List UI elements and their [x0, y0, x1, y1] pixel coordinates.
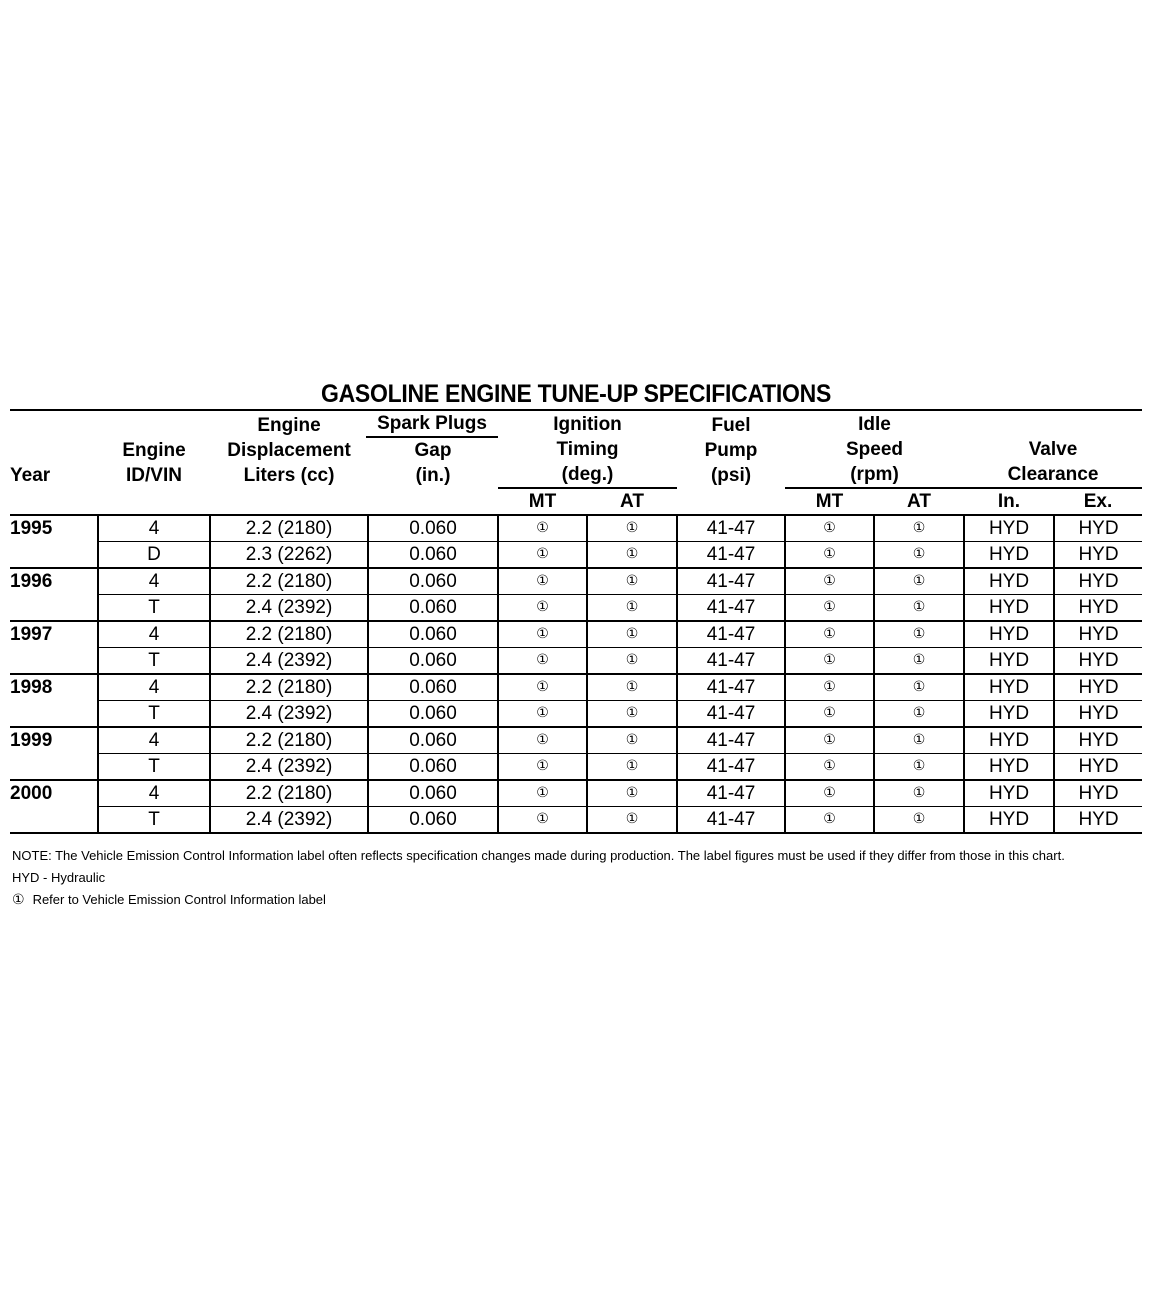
valve-in-cell: HYD — [964, 621, 1054, 648]
footnote — [12, 889, 1142, 911]
valve-ex-cell: HYD — [1054, 807, 1142, 834]
table-row — [10, 727, 1142, 754]
valve-in-cell: HYD — [964, 648, 1054, 675]
displacement-cell: 2.3 (2262) — [210, 542, 368, 569]
idle-at-cell: ① — [874, 621, 964, 648]
ignition-at-cell: ① — [587, 727, 677, 754]
ignition-mt-cell: ① — [498, 648, 587, 675]
ignition-mt-cell: ① — [498, 674, 587, 701]
header-valve-in: In. — [964, 488, 1054, 515]
table-row — [10, 807, 1142, 834]
ignition-at-cell: ① — [587, 595, 677, 622]
valve-ex-cell: HYD — [1054, 595, 1142, 622]
fuel-pump-cell: 41-47 — [677, 754, 785, 781]
ignition-mt-cell: ① — [498, 780, 587, 807]
engine-id-cell: T — [98, 807, 210, 834]
idle-at-cell: ① — [874, 648, 964, 675]
displacement-cell: 2.2 (2180) — [210, 780, 368, 807]
idle-at-cell: ① — [874, 674, 964, 701]
ignition-at-cell: ① — [587, 780, 677, 807]
valve-ex-cell: HYD — [1054, 674, 1142, 701]
idle-at-cell: ① — [874, 754, 964, 781]
ignition-at-cell: ① — [587, 515, 677, 542]
header-ignition-mt: MT — [498, 488, 587, 515]
spark-gap-cell: 0.060 — [368, 780, 498, 807]
idle-at-cell: ① — [874, 807, 964, 834]
spark-gap-cell: 0.060 — [368, 674, 498, 701]
spark-gap-cell: 0.060 — [368, 727, 498, 754]
displacement-cell: 2.2 (2180) — [210, 674, 368, 701]
header-idle-at: AT — [874, 488, 964, 515]
table-row — [10, 701, 1142, 728]
table-body — [10, 515, 1142, 833]
ignition-mt-cell: ① — [498, 595, 587, 622]
engine-id-cell: T — [98, 595, 210, 622]
valve-in-cell: HYD — [964, 568, 1054, 595]
valve-in-cell: HYD — [964, 515, 1054, 542]
year-cell: 1997 — [10, 621, 98, 648]
displacement-cell: 2.4 (2392) — [210, 595, 368, 622]
table-row — [10, 542, 1142, 569]
displacement-cell: 2.2 (2180) — [210, 568, 368, 595]
valve-in-cell: HYD — [964, 727, 1054, 754]
fuel-pump-cell: 41-47 — [677, 595, 785, 622]
spark-gap-cell: 0.060 — [368, 595, 498, 622]
displacement-cell: 2.4 (2392) — [210, 754, 368, 781]
note-text: NOTE: The Vehicle Emission Control Information label often reflects specification changes made during production. The label figures must be used if they differ from those in this chart. — [12, 848, 1065, 863]
valve-ex-cell: HYD — [1054, 568, 1142, 595]
fuel-pump-cell: 41-47 — [677, 542, 785, 569]
tune-up-spec-table — [10, 409, 1142, 834]
ignition-at-cell: ① — [587, 674, 677, 701]
ignition-at-cell: ① — [587, 542, 677, 569]
spark-gap-cell: 0.060 — [368, 807, 498, 834]
valve-in-cell: HYD — [964, 595, 1054, 622]
year-cell: 1999 — [10, 727, 98, 754]
valve-in-cell: HYD — [964, 780, 1054, 807]
ignition-mt-cell: ① — [498, 701, 587, 728]
idle-at-cell: ① — [874, 568, 964, 595]
ignition-mt-cell: ① — [498, 754, 587, 781]
valve-ex-cell: HYD — [1054, 648, 1142, 675]
idle-mt-cell: ① — [785, 727, 874, 754]
displacement-cell: 2.2 (2180) — [210, 621, 368, 648]
hyd-legend: HYD - Hydraulic — [12, 870, 106, 885]
idle-at-cell: ① — [874, 701, 964, 728]
valve-in-cell: HYD — [964, 674, 1054, 701]
valve-in-cell: HYD — [964, 754, 1054, 781]
engine-id-cell: 4 — [98, 727, 210, 754]
engine-id-cell: T — [98, 648, 210, 675]
ignition-mt-cell: ① — [498, 515, 587, 542]
page-title: GASOLINE ENGINE TUNE-UP SPECIFICATIONS — [320, 380, 832, 408]
idle-mt-cell: ① — [785, 701, 874, 728]
displacement-cell: 2.2 (2180) — [210, 727, 368, 754]
idle-at-cell: ① — [874, 515, 964, 542]
valve-ex-cell: HYD — [1054, 542, 1142, 569]
table-row — [10, 515, 1142, 542]
valve-ex-cell: HYD — [1054, 621, 1142, 648]
year-cell: 1996 — [10, 568, 98, 595]
engine-id-cell: 4 — [98, 621, 210, 648]
idle-mt-cell: ① — [785, 807, 874, 834]
header-ignition-timing: Ignition Timing (deg.) — [498, 410, 677, 488]
displacement-cell: 2.2 (2180) — [210, 515, 368, 542]
fuel-pump-cell: 41-47 — [677, 515, 785, 542]
header-fuel-pump: Fuel Pump (psi) — [677, 410, 785, 488]
idle-at-cell: ① — [874, 542, 964, 569]
fuel-pump-cell: 41-47 — [677, 648, 785, 675]
engine-id-cell: 4 — [98, 674, 210, 701]
idle-mt-cell: ① — [785, 648, 874, 675]
ignition-mt-cell: ① — [498, 621, 587, 648]
fuel-pump-cell: 41-47 — [677, 701, 785, 728]
header-year: Year — [10, 410, 98, 488]
engine-id-cell: D — [98, 542, 210, 569]
notes — [12, 845, 1142, 911]
idle-at-cell: ① — [874, 780, 964, 807]
valve-in-cell: HYD — [964, 807, 1054, 834]
table-row — [10, 621, 1142, 648]
header-idle-mt: MT — [785, 488, 874, 515]
footnote-mark: ① — [12, 892, 25, 908]
valve-in-cell: HYD — [964, 701, 1054, 728]
idle-at-cell: ① — [874, 727, 964, 754]
year-cell: 1995 — [10, 515, 98, 542]
engine-id-cell: T — [98, 701, 210, 728]
fuel-pump-cell: 41-47 — [677, 568, 785, 595]
table-row — [10, 674, 1142, 701]
spark-gap-cell: 0.060 — [368, 648, 498, 675]
header-ignition-at: AT — [587, 488, 677, 515]
fuel-pump-cell: 41-47 — [677, 674, 785, 701]
idle-mt-cell: ① — [785, 754, 874, 781]
fuel-pump-cell: 41-47 — [677, 727, 785, 754]
engine-id-cell: 4 — [98, 568, 210, 595]
engine-id-cell: 4 — [98, 515, 210, 542]
idle-mt-cell: ① — [785, 542, 874, 569]
header-engine-id: Engine ID/VIN — [98, 410, 210, 488]
valve-ex-cell: HYD — [1054, 754, 1142, 781]
table-row — [10, 754, 1142, 781]
idle-at-cell: ① — [874, 595, 964, 622]
table-row — [10, 568, 1142, 595]
valve-ex-cell: HYD — [1054, 515, 1142, 542]
idle-mt-cell: ① — [785, 621, 874, 648]
year-cell: 2000 — [10, 780, 98, 807]
valve-ex-cell: HYD — [1054, 780, 1142, 807]
header-displacement: Engine Displacement Liters (cc) — [210, 410, 368, 488]
displacement-cell: 2.4 (2392) — [210, 648, 368, 675]
spark-gap-cell: 0.060 — [368, 701, 498, 728]
valve-ex-cell: HYD — [1054, 701, 1142, 728]
year-cell: 1998 — [10, 674, 98, 701]
ignition-at-cell: ① — [587, 568, 677, 595]
ignition-mt-cell: ① — [498, 568, 587, 595]
ignition-at-cell: ① — [587, 701, 677, 728]
idle-mt-cell: ① — [785, 780, 874, 807]
table-row — [10, 780, 1142, 807]
spark-gap-cell: 0.060 — [368, 542, 498, 569]
valve-in-cell: HYD — [964, 542, 1054, 569]
ignition-at-cell: ① — [587, 648, 677, 675]
displacement-cell: 2.4 (2392) — [210, 701, 368, 728]
fuel-pump-cell: 41-47 — [677, 780, 785, 807]
spark-gap-cell: 0.060 — [368, 515, 498, 542]
valve-ex-cell: HYD — [1054, 727, 1142, 754]
displacement-cell: 2.4 (2392) — [210, 807, 368, 834]
spark-gap-cell: 0.060 — [368, 621, 498, 648]
ignition-mt-cell: ① — [498, 807, 587, 834]
spark-gap-cell: 0.060 — [368, 568, 498, 595]
header-idle-speed: Idle Speed (rpm) — [785, 410, 964, 488]
ignition-mt-cell: ① — [498, 542, 587, 569]
spark-gap-cell: 0.060 — [368, 754, 498, 781]
idle-mt-cell: ① — [785, 515, 874, 542]
ignition-mt-cell: ① — [498, 727, 587, 754]
ignition-at-cell: ① — [587, 621, 677, 648]
fuel-pump-cell: 41-47 — [677, 807, 785, 834]
fuel-pump-cell: 41-47 — [677, 621, 785, 648]
header-valve-clearance: Valve Clearance — [964, 410, 1142, 488]
ignition-at-cell: ① — [587, 754, 677, 781]
table-row — [10, 648, 1142, 675]
idle-mt-cell: ① — [785, 674, 874, 701]
engine-id-cell: T — [98, 754, 210, 781]
ignition-at-cell: ① — [587, 807, 677, 834]
table-row — [10, 595, 1142, 622]
idle-mt-cell: ① — [785, 568, 874, 595]
footnote-text: Refer to Vehicle Emission Control Information label — [32, 892, 326, 907]
engine-id-cell: 4 — [98, 780, 210, 807]
header-valve-ex: Ex. — [1054, 488, 1142, 515]
header-spark-plugs: Spark Plugs Gap (in.) — [368, 410, 498, 488]
idle-mt-cell: ① — [785, 595, 874, 622]
